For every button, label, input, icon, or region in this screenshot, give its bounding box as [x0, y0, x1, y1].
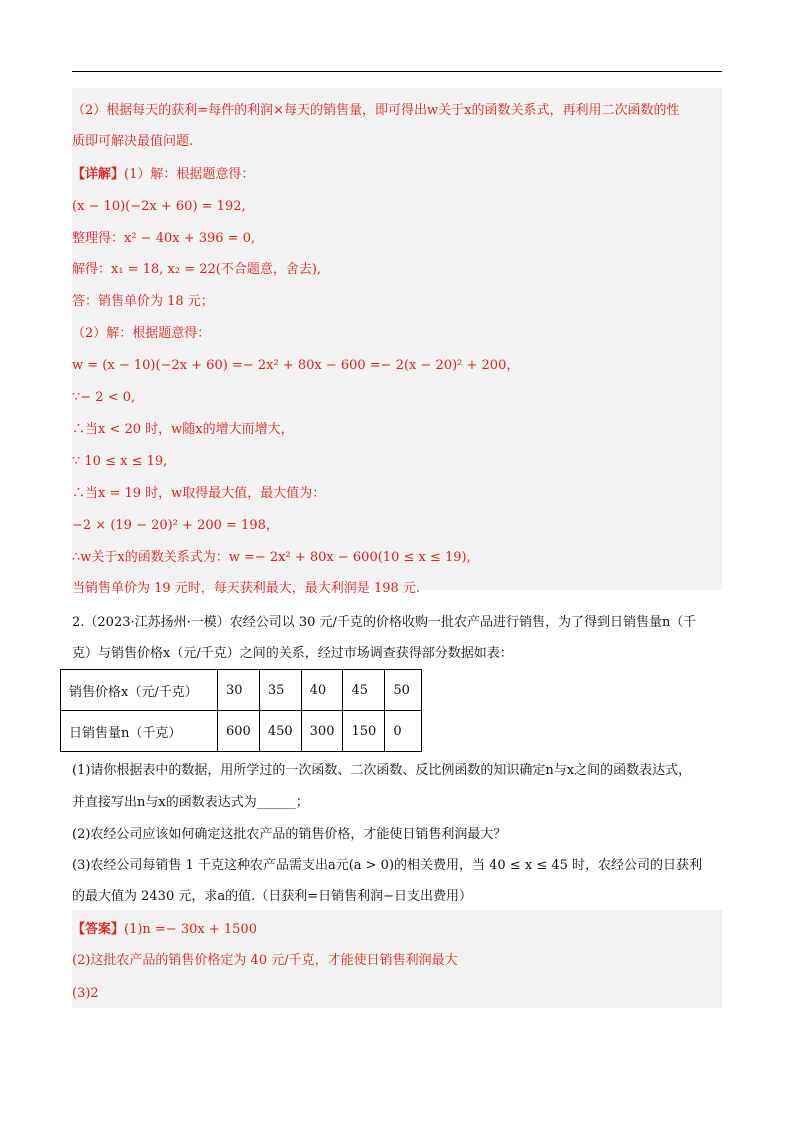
table-cell: 30 [218, 670, 260, 711]
answer-2: (2)这批农产品的销售价格定为 40 元/千克，才能使日销售利润最大 [72, 953, 458, 968]
table-row [61, 711, 422, 752]
function-expression-line: ∴w关于x的函数关系式为：w =− 2x² + 80x − 600(10 ≤ x ≤ 19), [72, 550, 471, 565]
conclusion-line: 当销售单价为 19 元时，每天获利最大，最大利润是 198 元. [72, 581, 421, 596]
problem-line-2: 克）与销售价格x（元/千克）之间的关系，经过市场调查获得部分数据如表： [72, 646, 513, 661]
max-point-line: ∴当x = 19 时，w取得最大值，最大值为： [72, 486, 326, 501]
question-1-line-a: (1)请你根据表中的数据，用所学过的一次函数、二次函数、反比例函数的知识确定n与x之间的函数表达式， [72, 763, 692, 778]
table-cell: 450 [259, 711, 301, 752]
answer-tag: 【答案】 [72, 922, 125, 937]
table-cell: 50 [385, 670, 422, 711]
problem-line-1: 2.（2023·江苏扬州·一模）农经公司以 30 元/千克的价格收购一批农产品进行销售，为了得到日销售量n（千 [72, 615, 697, 630]
part2-intro-line: （2）解：根据题意得： [72, 326, 211, 341]
range-line: ∵ 10 ≤ x ≤ 19, [72, 454, 168, 469]
max-value-line: −2 × (19 − 20)² + 200 = 198， [72, 518, 279, 533]
table-cell: 600 [218, 711, 260, 752]
equation-line: (x − 10)(−2x + 60) = 192, [72, 199, 246, 214]
detail-tag: 【详解】 [72, 167, 125, 182]
solution-line-2: 质即可解决最值问题. [72, 134, 194, 149]
solution-line-1: （2）根据每天的获利=每件的利润×每天的销售量，即可得出w关于x的函数关系式，再利用二次函数的性 [72, 103, 680, 118]
table-cell: 45 [343, 670, 385, 711]
answer-3: (3)2 [72, 986, 99, 1001]
table-cell: 40 [301, 670, 343, 711]
data-table [60, 669, 422, 752]
header-rule [72, 71, 722, 72]
question-3-line-a: (3)农经公司每销售 1 千克这种农产品需支出a元(a > 0)的相关费用，当 40 ≤ x ≤ 45 时，农经公司的日获利 [72, 858, 703, 873]
table-cell: 0 [385, 711, 422, 752]
table-cell: 300 [301, 711, 343, 752]
question-1-line-b: 并直接写出n与x的函数表达式为______； [72, 795, 309, 810]
detail-intro: (1）解：根据题意得： [124, 167, 255, 182]
answer-line-1 [72, 921, 257, 939]
roots-line: 解得：x₁ = 18, x₂ = 22(不合题意，舍去), [72, 262, 322, 277]
question-3-line-b: 的最大值为 2430 元，求a的值.（日获利=日销售利润−日支出费用） [72, 889, 473, 904]
question-2-line: (2)农经公司应该如何确定这批农产品的销售价格，才能使日销售利润最大？ [72, 827, 507, 842]
table-cell: 销售价格x（元/千克） [61, 670, 218, 711]
monotonic-line: ∴当x < 20 时，w随x的增大而增大， [72, 422, 294, 437]
table-cell: 150 [343, 711, 385, 752]
solution-line-3 [72, 166, 254, 184]
table-cell: 日销售量n（千克） [61, 711, 218, 752]
table-row [61, 670, 422, 711]
table-cell: 35 [259, 670, 301, 711]
coefficient-line: ∵− 2 < 0, [72, 390, 136, 405]
simplify-line: 整理得：x² − 40x + 396 = 0, [72, 231, 256, 246]
answer-1: (1)n =− 30x + 1500 [124, 922, 257, 937]
profit-function-line: w = (x − 10)(−2x + 60) =− 2x² + 80x − 600 =− 2(x − 20)² + 200， [72, 358, 520, 373]
answer-part1-line: 答：销售单价为 18 元； [72, 294, 214, 309]
